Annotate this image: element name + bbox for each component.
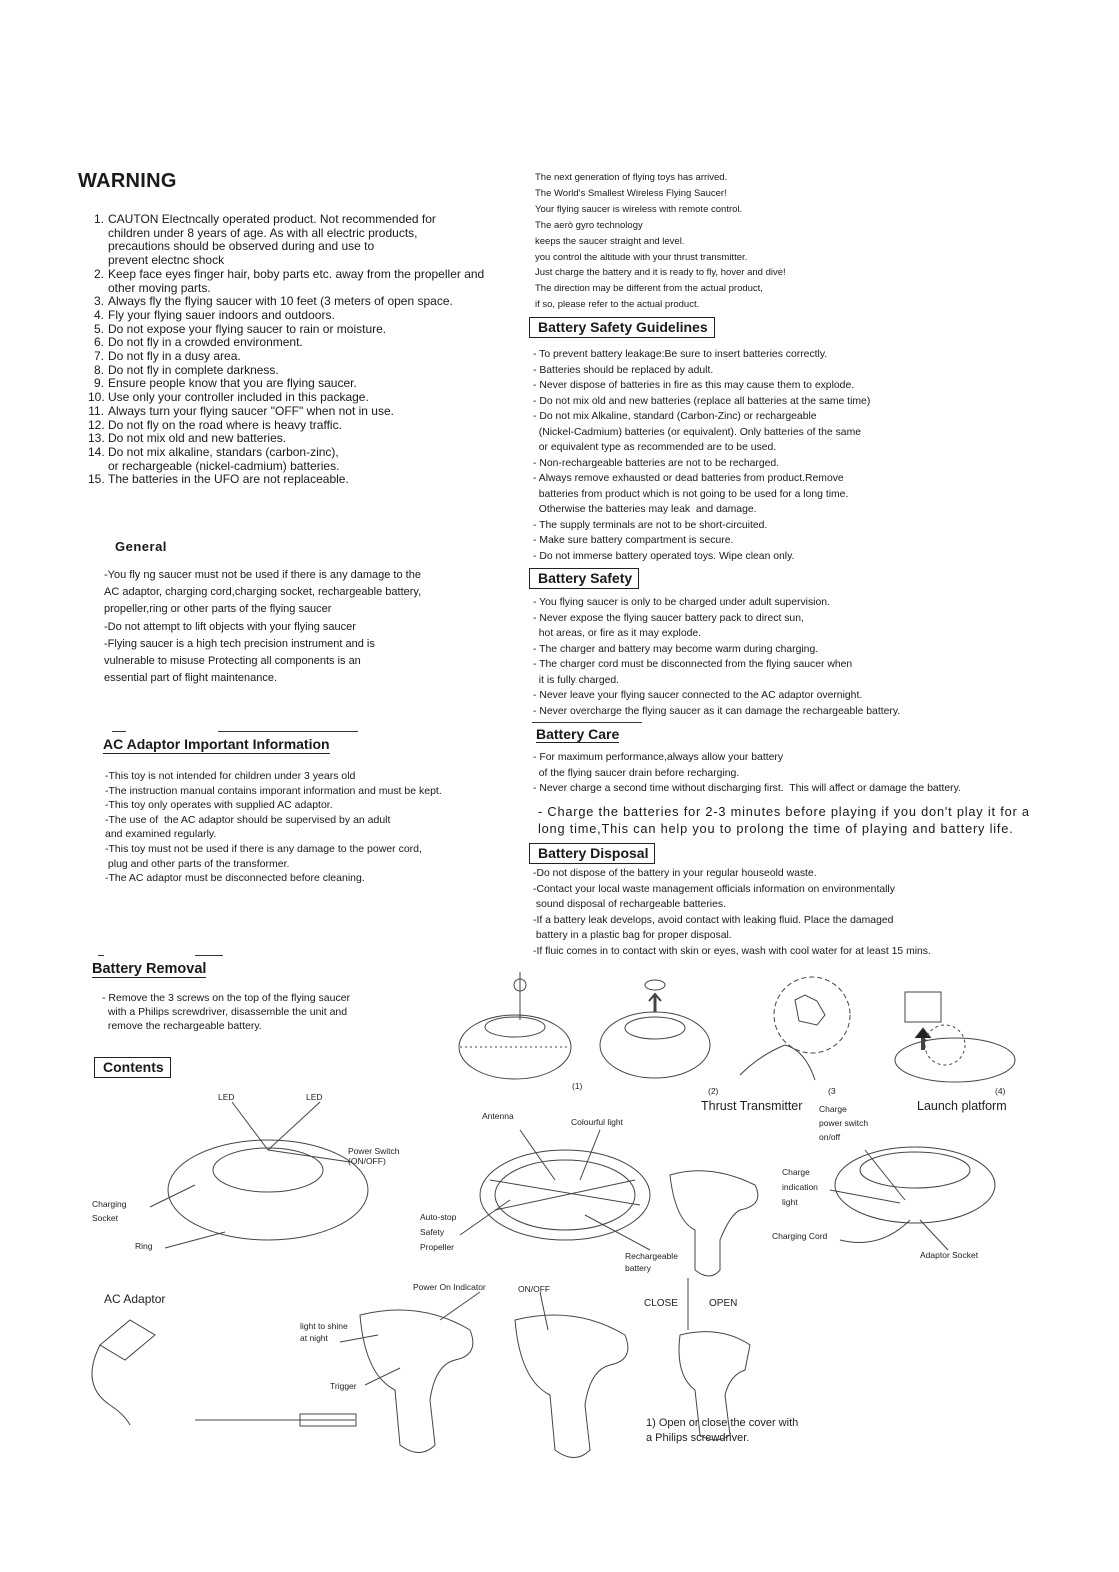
guideline-line: - To prevent battery leakage:Be sure to insert batteries correctly. xyxy=(533,349,828,360)
guideline-line: - The supply terminals are not to be short-circuited. xyxy=(533,519,768,531)
step3-label: (3 xyxy=(828,1086,836,1096)
intro-line: Your flying saucer is wireless with remote control. xyxy=(535,203,743,215)
safety-line: - Never expose the flying saucer battery pack to direct sun, xyxy=(533,612,804,624)
safety-line: it is fully charged. xyxy=(533,674,620,686)
care-line: of the flying saucer drain before recharging. xyxy=(533,767,740,779)
charge-indication-label: Charge indication light xyxy=(782,1167,818,1207)
warning-item-text: Keep face eyes finger hair, boby parts etc. away from the propeller and other moving parts. xyxy=(108,266,485,295)
transmitter-step3-illustration xyxy=(740,977,850,1080)
disposal-line: -If fluic comes in to contact with skin or eyes, wash with cool water for at least 15 mins. xyxy=(533,945,931,957)
battery-disposal-title: Battery Disposal xyxy=(529,843,655,864)
intro-line: keeps the saucer straight and level. xyxy=(535,235,685,247)
step1-label: (1) xyxy=(572,1081,583,1091)
warning-item-number: 3. xyxy=(93,294,104,309)
guideline-line: - Make sure battery compartment is secure. xyxy=(533,535,734,546)
battery-removal-title: Battery Removal xyxy=(92,961,207,977)
ac-line: -This toy is not intended for children under 3 years old xyxy=(105,770,356,782)
trigger-label: Trigger xyxy=(330,1381,357,1391)
antenna-label: Antenna xyxy=(482,1111,514,1121)
disposal-line: -Contact your local waste management officials information on environmentally xyxy=(533,883,895,895)
general-line: -You fly ng saucer must not be used if there is any damage to the xyxy=(104,569,421,581)
ac-adaptor-title: AC Adaptor Important Information xyxy=(103,736,330,752)
guideline-line: - Do not mix old and new batteries (replace all batteries at the same time) xyxy=(533,395,871,407)
warning-item-number: 8. xyxy=(93,362,104,377)
warning-item-text: Always fly the flying saucer with 10 feet (3 meters of open space. xyxy=(108,294,453,309)
charging-socket-label: Charging Socket xyxy=(92,1199,127,1223)
transmitter-left-illustration xyxy=(340,1292,480,1453)
general-line: essential part of flight maintenance. xyxy=(104,672,278,685)
removal-line: remove the rechargeable battery. xyxy=(102,1020,262,1032)
intro-line: if so, please refer to the actual product. xyxy=(535,299,700,311)
charge-note-line: long time,This can help you to prolong the time of playing and battery life. xyxy=(538,821,1014,836)
thrust-transmitter-label: Thrust Transmitter xyxy=(701,1099,803,1113)
step2-label: (2) xyxy=(708,1086,719,1096)
saucer-contents-illustration xyxy=(150,1102,368,1248)
ac-line: -This toy only operates with supplied AC adaptor. xyxy=(105,799,333,812)
general-line: -Do not attempt to lift objects with your flying saucer xyxy=(104,620,356,633)
ring-label: Ring xyxy=(135,1241,153,1251)
guideline-line: Otherwise the batteries may leak and damage. xyxy=(533,504,757,515)
charge-power-switch-label: Charge power switch on/off xyxy=(819,1104,869,1142)
warning-item-text: Use only your controller included in this package. xyxy=(108,390,369,405)
ac-line: -The use of the AC adaptor should be supervised by an adult xyxy=(105,813,391,826)
saucer-exploded-illustration xyxy=(460,1130,650,1250)
warning-item-number: 11. xyxy=(88,403,104,418)
disposal-line: -Do not dispose of the battery in your regular houseold waste. xyxy=(533,868,817,879)
transmitter-right-illustration xyxy=(515,1292,628,1458)
guideline-line: - Non-rechargeable batteries are not to be recharged. xyxy=(533,457,780,469)
ac-line: -The AC adaptor must be disconnected before cleaning. xyxy=(105,872,365,885)
launch-platform-step4-illustration xyxy=(895,992,1015,1082)
general-line: AC adaptor, charging cord,charging socket, rechargeable battery, xyxy=(104,586,422,599)
warning-item-text: Do not fly on the road where is heavy traffic. xyxy=(108,417,342,432)
ac-adaptor-label: AC Adaptor xyxy=(104,1292,166,1306)
transmitter-contents-illustration xyxy=(670,1171,758,1276)
guideline-line: (Nickel-Cadmium) batteries (or equivalent). Only batteries of the same xyxy=(533,426,862,438)
warning-item-number: 9. xyxy=(93,376,104,391)
warning-item-text: Do not fly in complete darkness. xyxy=(108,362,279,377)
on-off-label: ON/OFF xyxy=(518,1284,551,1294)
safety-line: - You flying saucer is only to be charged under adult supervision. xyxy=(533,597,830,608)
warning-item-text: Do not fly in a crowded environment. xyxy=(108,335,303,350)
led-right-label: LED xyxy=(306,1092,323,1102)
warning-item-text: The batteries in the UFO are not replaceable. xyxy=(108,472,349,487)
warning-item-number: 6. xyxy=(93,335,104,350)
care-line: - For maximum performance,always allow your battery xyxy=(533,752,784,763)
open-close-note: 1) Open or close the cover with a Philips screwdriver. xyxy=(646,1417,799,1444)
removal-line: - Remove the 3 screws on the top of the flying saucer xyxy=(102,992,351,1004)
warning-item-number: 10. xyxy=(88,390,105,405)
warning-item-text: Do not mix old and new batteries. xyxy=(108,431,287,446)
safety-line: - The charger and battery may become warm during charging. xyxy=(533,643,819,655)
safety-line: - Never leave your flying saucer connected to the AC adaptor overnight. xyxy=(533,690,863,701)
battery-safety-title: Battery Safety xyxy=(529,568,639,589)
warning-item-number: 1. xyxy=(93,212,104,226)
intro-line: you control the altitude with your thrust transmitter. xyxy=(535,251,748,263)
warning-item-number: 14. xyxy=(88,444,105,459)
warning-item-number: 4. xyxy=(93,307,104,322)
power-switch-label: Power Switch (ON/OFF) xyxy=(348,1146,400,1166)
ac-line: -The instruction manual contains imporant information and must be kept. xyxy=(105,784,442,797)
general-line: vulnerable to misuse Protecting all components is an xyxy=(104,655,361,668)
rechargeable-battery-label: Rechargeable battery xyxy=(625,1251,678,1273)
warning-item-text: Always turn your flying saucer "OFF" when not in use. xyxy=(108,403,394,418)
warning-item-text: Do not fly in a dusy area. xyxy=(108,349,241,364)
ac-line: plug and other parts of the transformer. xyxy=(105,857,290,870)
saucer-step1-illustration xyxy=(459,972,571,1079)
warning-item-text: Ensure people know that you are flying saucer. xyxy=(108,376,357,391)
guideline-line: batteries from product which is not going to be used for a long time. xyxy=(533,488,849,500)
guideline-line: - Never dispose of batteries in fire as this may cause them to explode. xyxy=(533,380,855,391)
guideline-line: or equivalent type as recommended are to be used. xyxy=(533,442,777,453)
colourful-light-label: Colourful light xyxy=(571,1117,623,1127)
ac-adaptor-illustration xyxy=(92,1320,155,1425)
general-line: propeller,ring or other parts of the flying saucer xyxy=(104,603,332,616)
safety-line: - The charger cord must be disconnected from the flying saucer when xyxy=(533,659,853,670)
disposal-line: -If a battery leak develops, avoid contact with leaking fluid. Place the damaged xyxy=(533,914,894,926)
warning-item-text: CAUTON Electncally operated product. Not recommended for children under 8 years of age. As with all electric products, precautions should be observed during and use to prevent electnc shock xyxy=(108,212,436,268)
guideline-line: - Do not mix Alkaline, standard (Carbon-Zinc) or rechargeable xyxy=(533,411,817,422)
disposal-line: sound disposal of rechargeable batteries. xyxy=(533,899,726,910)
general-title: General xyxy=(115,539,167,554)
charge-note-line: - Charge the batteries for 2-3 minutes before playing if you don't play it for a xyxy=(538,804,1030,819)
auto-stop-propeller-label: Auto-stop Safety Propeller xyxy=(420,1212,457,1252)
intro-line: Just charge the battery and it is ready to fly, hover and dive! xyxy=(535,267,786,279)
intro-line: The World's Smallest Wireless Flying Saucer! xyxy=(535,187,727,199)
safety-line: - Never overcharge the flying saucer as it can damage the rechargeable battery. xyxy=(533,705,901,717)
disposal-line: battery in a plastic bag for proper disposal. xyxy=(533,930,732,941)
guideline-line: - Batteries should be replaced by adult. xyxy=(533,364,714,376)
warning-item-text: Do not expose your flying saucer to rain or moisture. xyxy=(108,321,387,336)
battery-care-title: Battery Care xyxy=(536,726,620,742)
warning-item-text: Fly your flying sauer indoors and outdoors. xyxy=(108,307,335,322)
warning-item-number: 13. xyxy=(88,431,105,446)
light-to-shine-label: light to shine at night xyxy=(300,1321,348,1343)
care-line: - Never charge a second time without discharging first. This will affect or damage the battery. xyxy=(533,783,961,794)
warning-item-number: 15. xyxy=(88,472,105,487)
guideline-line: - Always remove exhausted or dead batteries from product.Remove xyxy=(533,473,844,484)
guideline-line: - Do not immerse battery operated toys. Wipe clean only. xyxy=(533,550,795,562)
launch-platform-label: Launch platform xyxy=(917,1099,1007,1113)
intro-line: The next generation of flying toys has arrived. xyxy=(535,172,728,183)
warning-item-number: 5. xyxy=(93,321,104,336)
ac-line: -This toy must not be used if there is any damage to the power cord, xyxy=(105,842,422,855)
warning-item-text: Do not mix alkaline, standars (carbon-zinc), or rechargeable (nickel-cadmium) batteries. xyxy=(108,444,340,473)
step4-label: (4) xyxy=(995,1086,1006,1096)
safety-line: hot areas, or fire as it may explode. xyxy=(533,628,702,639)
intro-line: The direction may be different from the actual product, xyxy=(535,283,763,295)
led-left-label: LED xyxy=(218,1092,235,1102)
open-label: OPEN xyxy=(709,1298,738,1309)
launch-platform-contents-illustration xyxy=(830,1147,995,1250)
warning-item-number: 2. xyxy=(93,266,104,281)
general-line: -Flying saucer is a high tech precision instrument and is xyxy=(104,637,375,650)
adaptor-socket-label: Adaptor Socket xyxy=(920,1250,979,1260)
contents-title: Contents xyxy=(94,1057,171,1078)
warning-title: WARNING xyxy=(78,170,177,192)
warning-item-number: 12. xyxy=(88,417,105,432)
removal-line: with a Philips screwdriver, disassemble the unit and xyxy=(102,1006,348,1018)
warning-item-number: 7. xyxy=(93,349,104,364)
close-label: CLOSE xyxy=(644,1298,678,1309)
power-on-indicator-label: Power On Indicator xyxy=(413,1282,486,1292)
screwdriver-illustration xyxy=(195,1414,356,1426)
battery-safety-guidelines-title: Battery Safety Guidelines xyxy=(529,317,715,338)
intro-line: The aerò gyro technology xyxy=(535,219,643,231)
ac-line: and examined regularly. xyxy=(105,828,217,841)
charging-cord-label: Charging Cord xyxy=(772,1231,828,1241)
saucer-step2-illustration xyxy=(600,980,710,1078)
